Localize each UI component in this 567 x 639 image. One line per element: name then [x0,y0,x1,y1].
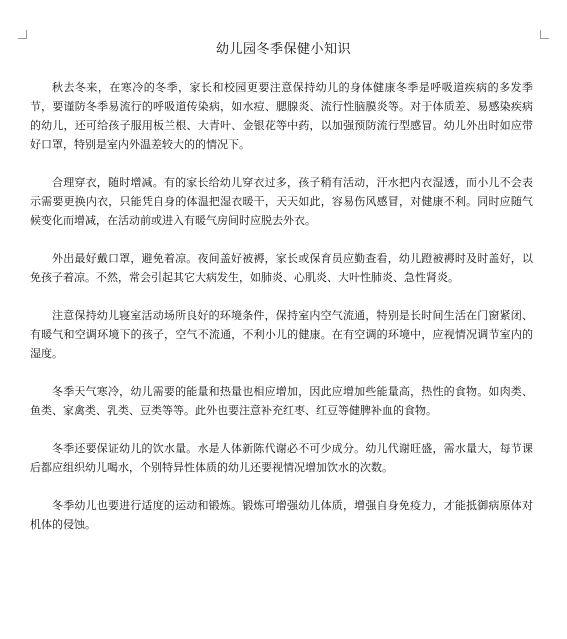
paragraph-respiratory-disease: 秋去冬来，在寒冷的冬季，家长和校园更要注意保持幼儿的身体健康冬季是呼吸道疾病的多发季节，要谨防冬季易流行的呼吸道传染病，如水痘、腮腺炎、流行性脑膜炎等。对于体质差、易感染疾病的幼儿，还可给孩子服用板兰根、大青叶、金银花等中药，以加强预防流行型感冒。幼儿外出时如应带好口罩，特别是室内外温差较大的的情况下。 [30,81,533,151]
document-title: 幼儿园冬季保健小知识 [215,42,351,57]
paragraph-room-environment: 注意保持幼儿寝室活动场所良好的环境条件，保持室内空气流通，特别是长时间生活在门窗紧闭、有暖气和空调环境下的孩子，空气不流通，不利小儿的健康。在有空调的环境中，应视情况调节室内的湿度。 [30,309,533,360]
paragraph-diet: 冬季天气寒冷，幼儿需要的能量和热量也相应增加，因此应增加些能量高，热性的食物。如肉类、鱼类、家禽类、乳类、豆类等等。此外也要注意补充红枣、红豆等健脾补血的食物。 [30,385,533,417]
paragraph-clothing: 合理穿衣，随时增减。有的家长给幼儿穿衣过多，孩子稍有活动，汗水把内衣湿透，而小儿不会表示需要更换内衣，只能凭自身的体温把湿衣暖干，天天如此，容易伤风感冒，对健康不利。同时应随气候变化而增减，在活动前或进入有暖气房间时应脱去外衣。 [30,176,533,227]
paragraph-mask-and-bedding: 外出最好戴口罩，避免着凉。夜间盖好被褥，家长或保育员应勤查看，幼儿蹬被褥时及时盖好，以免孩子着凉。不然，常会引起其它大病发生，如肺炎、心肌炎、大叶性肺炎、急性肾炎。 [30,252,533,284]
paragraph-water-intake: 冬季还要保证幼儿的饮水量。水是人体新陈代谢必不可少成分。幼儿代谢旺盛，需水量大，每节课后都应组织幼儿喝水，个别特异性体质的幼儿还要视情况增加饮水的次数。 [30,442,533,474]
document-body [30,78,533,553]
paragraph-exercise: 冬季幼儿也要进行适度的运动和锻炼。锻炼可增强幼儿体质，增强自身免疫力，才能抵御病原体对机体的侵蚀。 [30,499,533,531]
